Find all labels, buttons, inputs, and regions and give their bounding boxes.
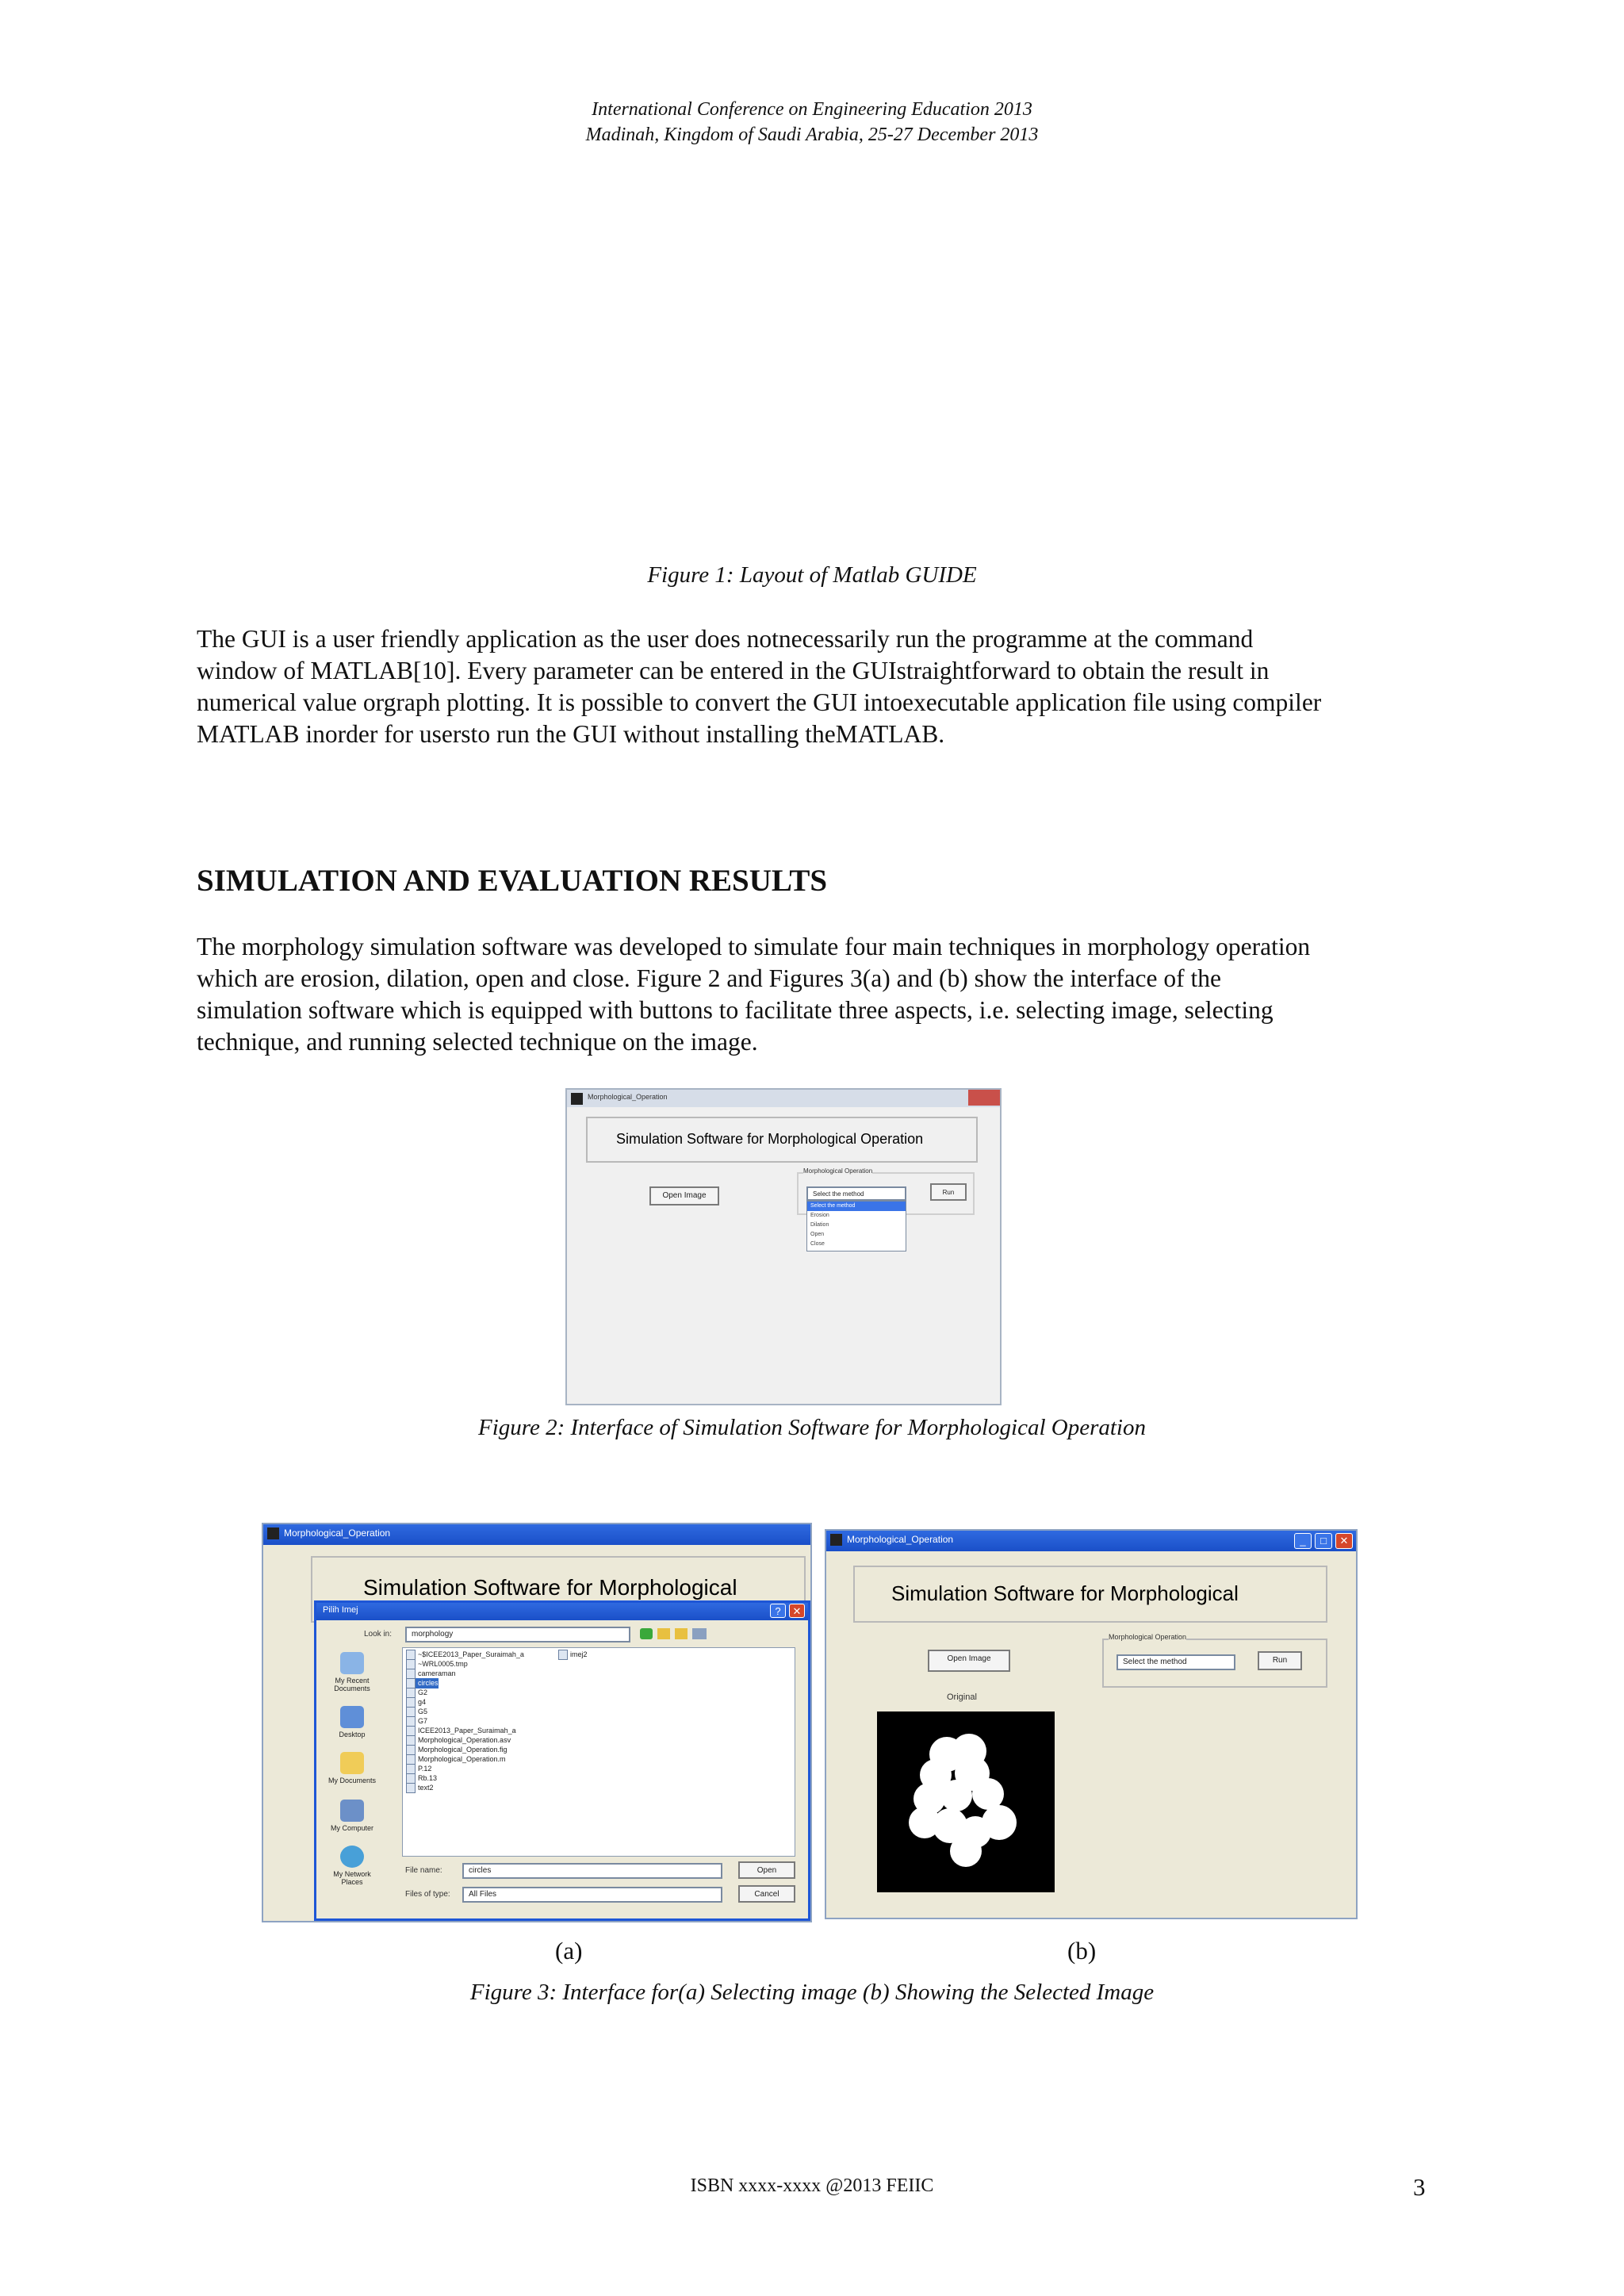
figure3a-window <box>262 1523 812 1922</box>
figure3b-window <box>825 1529 1358 1919</box>
figure3b-open-image-button[interactable]: Open Image <box>928 1650 1010 1672</box>
place-my-computer[interactable] <box>324 1800 380 1832</box>
paragraph-simulation-description <box>197 931 1429 1058</box>
paragraph-line: technique, and running selected technique on the image. <box>197 1028 758 1056</box>
figure3b-window-title: Morphological_Operation <box>847 1534 954 1545</box>
file-type-select[interactable]: All Files <box>462 1887 722 1903</box>
original-image <box>877 1711 1055 1892</box>
recent-documents-icon <box>340 1652 364 1674</box>
paragraph-line: The morphology simulation software was developed to simulate four main techniques in morphology operation <box>197 933 1311 960</box>
open-button[interactable]: Open <box>738 1861 795 1879</box>
dropdown-option[interactable]: Erosion <box>810 1213 829 1218</box>
paragraph-line: which are erosion, dilation, open and close. Figure 2 and Figures 3(a) and (b) show the interface of the <box>197 964 1221 992</box>
figure2-method-select[interactable]: Select the method <box>806 1186 906 1201</box>
file-item[interactable]: G2 <box>406 1688 427 1698</box>
file-name-label: File name: <box>405 1866 442 1875</box>
file-item[interactable]: Rb.13 <box>406 1773 437 1784</box>
conference-name: International Conference on Engineering Education 2013 <box>592 99 1032 120</box>
figure2-window <box>565 1088 1002 1405</box>
my-documents-icon <box>340 1752 364 1774</box>
page-number: 3 <box>1413 2173 1426 2201</box>
file-icon <box>558 1650 568 1660</box>
figure3b-title-panel <box>853 1566 1327 1623</box>
close-icon[interactable]: ✕ <box>789 1604 805 1618</box>
original-image-label: Original <box>947 1692 977 1702</box>
file-item[interactable]: Morphological_Operation.asv <box>406 1735 511 1746</box>
figure3a-app-title: Simulation Software for Morphological <box>363 1575 737 1600</box>
back-icon[interactable] <box>640 1628 653 1639</box>
file-type-label: Files of type: <box>405 1890 450 1899</box>
place-label: My Network Places <box>333 1870 371 1886</box>
paragraph-line: window of MATLAB[10]. Every parameter can be entered in the GUIstraightforward to obtain the result in <box>197 657 1270 684</box>
maximize-icon[interactable]: □ <box>1315 1533 1332 1549</box>
file-column <box>406 1650 565 1856</box>
figure2-panel-title: Morphological Operation <box>803 1167 873 1175</box>
figure3a-titlebar <box>263 1524 810 1545</box>
places-bar <box>321 1647 385 1909</box>
place-label: Desktop <box>339 1731 366 1738</box>
paragraph-gui-description <box>197 623 1429 750</box>
paragraph-line: numerical value orgraph plotting. It is possible to convert the GUI intoexecutable application file using compiler <box>197 688 1322 716</box>
dropdown-option[interactable]: Select the method <box>807 1202 906 1211</box>
figure1-caption: Figure 1: Layout of Matlab GUIDE <box>647 562 977 588</box>
footer-isbn: ISBN xxxx-xxxx @2013 FEIIC <box>690 2175 934 2196</box>
file-item[interactable]: G7 <box>406 1716 427 1727</box>
look-in-select[interactable]: morphology <box>405 1627 630 1642</box>
dropdown-option[interactable]: Open <box>810 1232 825 1237</box>
figure3b-method-select[interactable]: Select the method <box>1116 1654 1235 1670</box>
figure3b-app-title: Simulation Software for Morphological <box>891 1581 1239 1605</box>
up-folder-icon[interactable] <box>657 1628 670 1639</box>
file-item[interactable]: Morphological_Operation.fig <box>406 1745 508 1755</box>
figure2-dropdown-list[interactable] <box>806 1201 906 1251</box>
place-label: My Documents <box>327 1777 377 1784</box>
close-icon[interactable] <box>968 1090 1000 1106</box>
file-item-selected[interactable]: circles <box>406 1678 439 1688</box>
figure3-caption: Figure 3: Interface for(a) Selecting image (b) Showing the Selected Image <box>469 1980 1155 2005</box>
network-places-icon <box>340 1846 364 1868</box>
file-item[interactable]: imej2 <box>558 1650 588 1660</box>
matlab-icon <box>571 1093 583 1105</box>
file-item[interactable]: ~$ICEE2013_Paper_Suraimah_a <box>406 1650 524 1660</box>
look-in-label: Look in: <box>364 1630 393 1639</box>
file-item[interactable]: G5 <box>406 1707 427 1717</box>
file-item[interactable]: cameraman <box>406 1669 456 1679</box>
file-list <box>402 1647 795 1857</box>
dialog-titlebar <box>316 1603 808 1620</box>
file-item[interactable]: Morphological_Operation.m <box>406 1754 506 1765</box>
place-label: My Computer <box>330 1824 373 1832</box>
figure3b-label: (b) <box>1067 1937 1097 1964</box>
figure3a-label: (a) <box>555 1937 583 1964</box>
file-icon <box>406 1783 416 1793</box>
figure2-run-button[interactable]: Run <box>930 1183 967 1201</box>
place-network[interactable] <box>324 1846 380 1886</box>
minimize-icon[interactable]: _ <box>1294 1533 1312 1549</box>
paragraph-line: MATLAB inorder for usersto run the GUI without installing theMATLAB. <box>197 720 945 748</box>
my-computer-icon <box>340 1800 364 1822</box>
desktop-icon <box>340 1706 364 1728</box>
open-file-dialog <box>314 1600 810 1921</box>
view-menu-icon[interactable] <box>692 1628 707 1639</box>
matlab-icon <box>267 1527 279 1539</box>
figure3b-run-button[interactable]: Run <box>1258 1651 1302 1670</box>
conference-location: Madinah, Kingdom of Saudi Arabia, 25-27 December 2013 <box>585 125 1039 145</box>
figure2-open-image-button[interactable]: Open Image <box>649 1186 719 1205</box>
file-item[interactable]: P.12 <box>406 1764 431 1774</box>
figure2-title-panel <box>586 1117 978 1163</box>
figure2-caption: Figure 2: Interface of Simulation Software for Morphological Operation <box>478 1415 1146 1440</box>
help-icon[interactable]: ? <box>770 1604 786 1618</box>
place-my-documents[interactable] <box>324 1752 380 1784</box>
file-item[interactable]: text2 <box>406 1783 434 1793</box>
file-name-input[interactable]: circles <box>462 1863 722 1879</box>
paragraph-line: The GUI is a user friendly application as the user does notnecessarily run the programme at the command <box>197 625 1254 653</box>
cancel-button[interactable]: Cancel <box>738 1885 795 1903</box>
section-heading: SIMULATION AND EVALUATION RESULTS <box>197 864 828 898</box>
new-folder-icon[interactable] <box>675 1628 688 1639</box>
file-item[interactable]: ~WRL0005.tmp <box>406 1659 468 1669</box>
figure3b-panel-title: Morphological Operation <box>1109 1633 1187 1641</box>
file-item[interactable]: ICEE2013_Paper_Suraimah_a <box>406 1726 516 1736</box>
conference-header <box>0 97 1624 148</box>
place-recent-documents[interactable] <box>324 1652 380 1692</box>
dropdown-option[interactable]: Close <box>810 1241 825 1247</box>
figure2-window-title: Morphological_Operation <box>588 1093 668 1101</box>
figure3a-window-title: Morphological_Operation <box>284 1527 391 1539</box>
place-desktop[interactable] <box>324 1706 380 1738</box>
figure2-titlebar <box>567 1090 1000 1107</box>
matlab-icon <box>830 1534 842 1546</box>
place-label: My Recent Documents <box>334 1677 370 1692</box>
close-icon[interactable]: ✕ <box>1335 1533 1353 1549</box>
paragraph-line: simulation software which is equipped with buttons to facilitate three aspects, i.e. selecting image, selecting <box>197 996 1274 1024</box>
figure2-app-title: Simulation Software for Morphological Operation <box>616 1131 924 1147</box>
figure3b-titlebar <box>826 1531 1356 1551</box>
dropdown-option[interactable]: Dilation <box>810 1222 829 1228</box>
file-item[interactable]: g4 <box>406 1697 426 1708</box>
dialog-title: Pilih Imej <box>323 1605 358 1615</box>
